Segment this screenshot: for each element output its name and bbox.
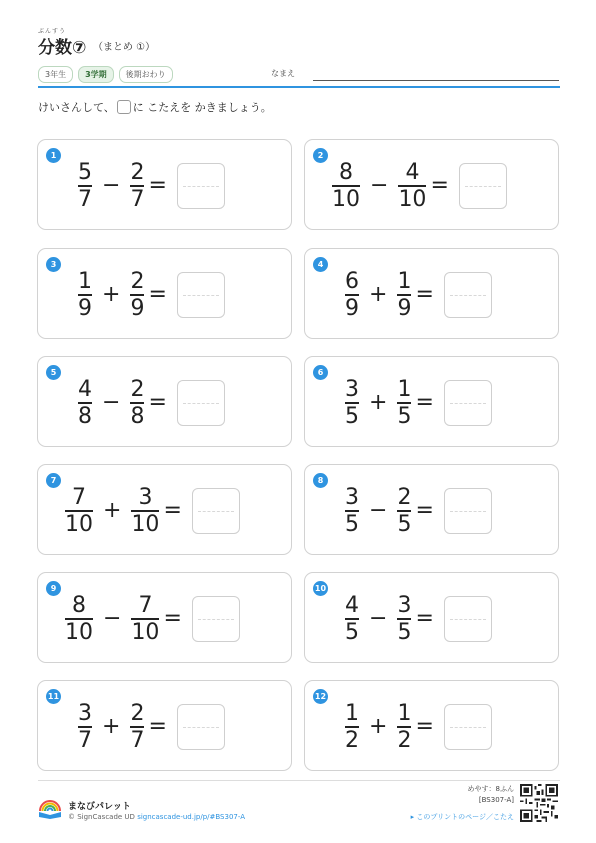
fraction-expression: [78, 681, 225, 772]
operator: −: [370, 173, 389, 198]
problem-number-badge: 11: [46, 689, 61, 704]
denominator: 9: [345, 295, 359, 321]
numerator: 6: [345, 268, 359, 294]
problem-number-badge: 3: [46, 257, 61, 272]
numerator: 1: [397, 268, 412, 294]
equals-sign: =: [415, 498, 434, 523]
operator: +: [103, 498, 122, 523]
numerator: 7: [72, 484, 86, 510]
numerator: 3: [397, 592, 412, 618]
fraction-left: [65, 484, 93, 537]
numerator: 7: [138, 592, 153, 618]
operator: −: [103, 606, 122, 631]
numerator: 3: [345, 484, 359, 510]
answer-page-link[interactable]: ▸ このプリントのページ／こたえ: [410, 813, 514, 821]
operator: +: [369, 282, 388, 307]
fraction-right: [130, 376, 145, 429]
answer-box[interactable]: [192, 488, 240, 534]
equals-sign: =: [415, 390, 434, 415]
operator: −: [102, 173, 121, 198]
copyright-text: © SignCascade UD: [68, 813, 135, 821]
tag-term: 3学期: [78, 66, 114, 83]
fraction-left: [345, 592, 359, 645]
numerator: 4: [78, 376, 92, 402]
problem-card: [37, 248, 292, 339]
fraction-left: [345, 376, 359, 429]
equals-sign: =: [415, 714, 434, 739]
fraction-right: [130, 700, 145, 753]
name-field[interactable]: [313, 80, 559, 81]
problem-number-badge: 8: [313, 473, 328, 488]
qr-code-icon[interactable]: [520, 784, 558, 822]
operator: −: [369, 498, 388, 523]
numerator: 1: [345, 700, 359, 726]
problem-grid: [37, 139, 560, 769]
numerator: 3: [138, 484, 153, 510]
denominator: 2: [397, 727, 412, 753]
fraction-right: [397, 484, 412, 537]
operator: +: [102, 282, 121, 307]
fraction-expression: [345, 249, 492, 340]
rainbow-book-icon: [38, 797, 62, 819]
fraction-right: [397, 376, 412, 429]
answer-box[interactable]: [177, 704, 225, 750]
fraction-left: [345, 484, 359, 537]
problem-number-badge: 4: [313, 257, 328, 272]
denominator: 8: [78, 403, 92, 429]
problem-card: [304, 356, 559, 447]
fraction-right: [397, 268, 412, 321]
denominator: 5: [397, 511, 412, 537]
fraction-expression: [345, 357, 492, 448]
problem-number-badge: 9: [46, 581, 61, 596]
denominator: 7: [130, 727, 145, 753]
denominator: 10: [332, 186, 360, 212]
denominator: 10: [65, 619, 93, 645]
answer-box[interactable]: [444, 596, 492, 642]
problem-card: [37, 356, 292, 447]
denominator: 10: [131, 619, 160, 645]
footer-divider: [38, 780, 560, 781]
page-title: 分数⑦: [38, 38, 87, 58]
sheet-code: [BS307-A]: [478, 796, 514, 804]
name-label: なまえ: [271, 69, 295, 78]
numerator: 4: [345, 592, 359, 618]
fraction-expression: [345, 465, 492, 556]
brand-name: まなびパレット: [68, 802, 131, 812]
denominator: 5: [345, 619, 359, 645]
fraction-expression: [345, 573, 492, 664]
problem-number-badge: 5: [46, 365, 61, 380]
answer-box[interactable]: [177, 380, 225, 426]
numerator: 2: [130, 376, 145, 402]
fraction-right: [131, 484, 160, 537]
instruction-after: に こたえを かきましょう。: [132, 101, 272, 114]
denominator: 10: [131, 511, 160, 537]
answer-box[interactable]: [444, 488, 492, 534]
fraction-left: [345, 700, 359, 753]
equals-sign: =: [148, 173, 167, 198]
equals-sign: =: [415, 282, 434, 307]
numerator: 8: [339, 159, 353, 185]
header-divider: [38, 86, 560, 88]
fraction-expression: [78, 357, 225, 448]
denominator: 5: [397, 619, 412, 645]
answer-box[interactable]: [459, 163, 507, 209]
operator: −: [369, 606, 388, 631]
denominator: 7: [130, 186, 145, 212]
numerator: 2: [130, 268, 145, 294]
answer-box[interactable]: [177, 272, 225, 318]
numerator: 4: [405, 159, 420, 185]
worksheet-header: [38, 26, 560, 86]
answer-box[interactable]: [192, 596, 240, 642]
problem-number-badge: 12: [313, 689, 328, 704]
denominator: 10: [65, 511, 93, 537]
fraction-right: [398, 159, 427, 212]
fraction-left: [65, 592, 93, 645]
equals-sign: =: [148, 282, 167, 307]
denominator: 5: [397, 403, 412, 429]
problem-card: [37, 680, 292, 771]
denominator: 9: [397, 295, 412, 321]
denominator: 10: [398, 186, 427, 212]
fraction-expression: [65, 573, 240, 664]
fraction-left: [78, 159, 92, 212]
page-url-link[interactable]: signcascade-ud.jp/p/#BS307-A: [137, 813, 246, 821]
problem-card: [304, 139, 559, 230]
tag-period: 後期おわり: [119, 66, 173, 83]
tag-grade: 3年生: [38, 66, 73, 83]
problem-card: [304, 464, 559, 555]
numerator: 1: [397, 376, 412, 402]
numerator: 3: [345, 376, 359, 402]
time-estimate: めやす：8ふん: [467, 785, 514, 793]
denominator: 7: [78, 186, 92, 212]
denominator: 9: [78, 295, 92, 321]
denominator: 2: [345, 727, 359, 753]
problem-number-badge: 2: [313, 148, 328, 163]
fraction-expression: [78, 249, 225, 340]
fraction-left: [345, 268, 359, 321]
operator: +: [102, 714, 121, 739]
numerator: 5: [78, 159, 92, 185]
page-subtitle: （まとめ ①）: [93, 42, 156, 53]
numerator: 3: [78, 700, 92, 726]
fraction-right: [397, 700, 412, 753]
denominator: 7: [78, 727, 92, 753]
answer-box[interactable]: [444, 272, 492, 318]
fraction-left: [78, 268, 92, 321]
title-ruby: ぶんすう: [38, 28, 67, 35]
fraction-expression: [78, 140, 225, 231]
operator: +: [369, 714, 388, 739]
equals-sign: =: [163, 606, 182, 631]
denominator: 8: [130, 403, 145, 429]
problem-number-badge: 6: [313, 365, 328, 380]
operator: +: [369, 390, 388, 415]
denominator: 9: [130, 295, 145, 321]
denominator: 5: [345, 511, 359, 537]
operator: −: [102, 390, 121, 415]
problem-number-badge: 7: [46, 473, 61, 488]
answer-box-sample: [117, 100, 131, 114]
equals-sign: =: [415, 606, 434, 631]
fraction-expression: [332, 140, 507, 231]
equals-sign: =: [148, 714, 167, 739]
problem-card: [37, 464, 292, 555]
fraction-expression: [345, 681, 492, 772]
problem-card: [37, 139, 292, 230]
equals-sign: =: [163, 498, 182, 523]
denominator: 5: [345, 403, 359, 429]
problem-card: [304, 680, 559, 771]
answer-box[interactable]: [177, 163, 225, 209]
numerator: 2: [397, 484, 412, 510]
tag-list: [38, 66, 173, 83]
fraction-right: [397, 592, 412, 645]
problem-number-badge: 10: [313, 581, 328, 596]
numerator: 2: [130, 700, 145, 726]
instruction: [38, 99, 272, 115]
fraction-left: [332, 159, 360, 212]
problem-number-badge: 1: [46, 148, 61, 163]
answer-box[interactable]: [444, 704, 492, 750]
problem-card: [304, 572, 559, 663]
equals-sign: =: [430, 173, 449, 198]
equals-sign: =: [148, 390, 167, 415]
fraction-left: [78, 700, 92, 753]
numerator: 2: [130, 159, 145, 185]
copyright: [68, 813, 245, 821]
fraction-right: [130, 159, 145, 212]
answer-box[interactable]: [444, 380, 492, 426]
numerator: 8: [72, 592, 86, 618]
problem-card: [304, 248, 559, 339]
problem-card: [37, 572, 292, 663]
numerator: 1: [78, 268, 92, 294]
fraction-right: [130, 268, 145, 321]
fraction-left: [78, 376, 92, 429]
fraction-right: [131, 592, 160, 645]
instruction-before: けいさんして、: [38, 101, 115, 114]
fraction-expression: [65, 465, 240, 556]
numerator: 1: [397, 700, 412, 726]
